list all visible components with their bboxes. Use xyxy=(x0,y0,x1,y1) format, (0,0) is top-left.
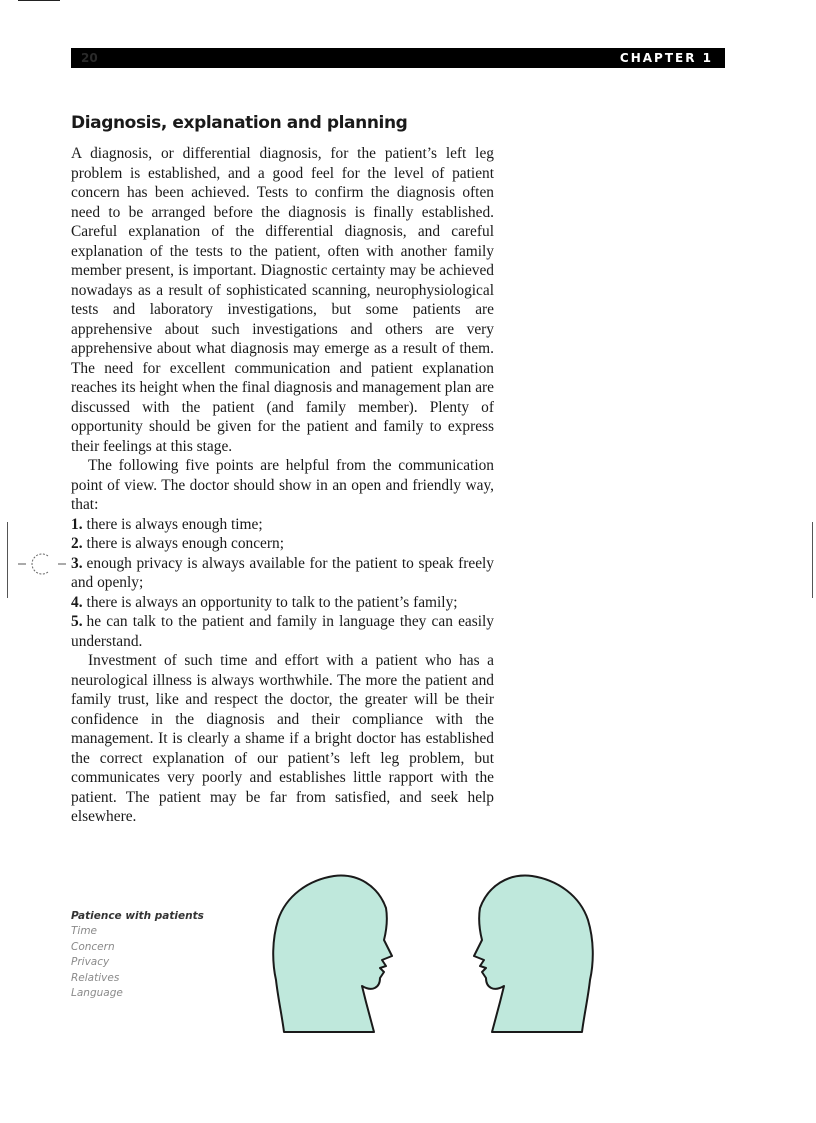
caption-item-relatives: Relatives xyxy=(71,971,120,984)
section-title: Diagnosis, explanation and planning xyxy=(71,113,408,133)
figure-caption xyxy=(71,910,204,1002)
caption-item-concern: Concern xyxy=(71,940,115,953)
caption-item-language: Language xyxy=(71,987,123,999)
caption-title: Patience with patients xyxy=(71,910,204,922)
list-item: 4. there is always an opportunity to talk to the patient’s family; xyxy=(71,593,458,611)
head-right-icon xyxy=(474,876,593,1032)
left-margin-line xyxy=(7,522,8,598)
list-item: 1. there is always enough time; xyxy=(71,515,263,533)
list-item: 2. there is always enough concern; xyxy=(71,535,284,552)
list-item: 5. he can talk to the patient and family in language they can easily understand. xyxy=(71,613,494,650)
paragraph-2: The following five points are helpful from the communication point of view. The doctor should show in an open and friendly way, that: xyxy=(71,457,494,513)
crop-mark-icon xyxy=(18,550,66,578)
body-text xyxy=(71,144,494,827)
head-left-icon xyxy=(273,876,392,1032)
chapter-label: CHAPTER 1 xyxy=(619,51,713,65)
caption-item-privacy: Privacy xyxy=(71,956,110,968)
list-item: 3. enough privacy is always available for the patient to speak freely and openly; xyxy=(71,554,494,591)
paragraph-1: A diagnosis, or differential diagnosis, for the patient’s left leg problem is established, and a good feel for the level of patient concern has been achieved. Tests to confirm the diagnosis often need to be arranged before the diagnosis is finally established. Careful explanation of the differential diagnosis, and careful explanation of the tests to the patient, often with another family member present, is important. Diagnostic certainty may be achieved nowadays as a result of sophisticated scanning, neurophysiological tests and laboratory investigations, but some patients are apprehensive about such investigations and others are very apprehensive about what diagnosis may emerge as a result of them. The need for excellent communication and patient explanation reaches its height when the final diagnosis and management plan are discussed with the patient (and family member). Plenty of opportunity should be given for the patient and family to express their feelings at this stage. xyxy=(71,145,494,455)
page-number: 20 xyxy=(81,51,98,65)
right-margin-line xyxy=(812,522,813,598)
running-header xyxy=(71,48,725,68)
numbered-list xyxy=(71,515,494,652)
caption-item-time: Time xyxy=(71,925,98,937)
heads-illustration xyxy=(268,868,598,1040)
paragraph-closing: Investment of such time and effort with a patient who has a neurological illness is always worthwhile. The more the patient and family trust, like and respect the doctor, the greater will be their confidence in the diagnosis and their compliance with the management. It is clearly a shame if a bright doctor has established the correct explanation of our patient’s left leg problem, but communicates very poorly and establishes little rapport with the patient. The patient may be far from satisfied, and seek help elsewhere. xyxy=(71,652,494,825)
top-rule xyxy=(18,0,60,1)
